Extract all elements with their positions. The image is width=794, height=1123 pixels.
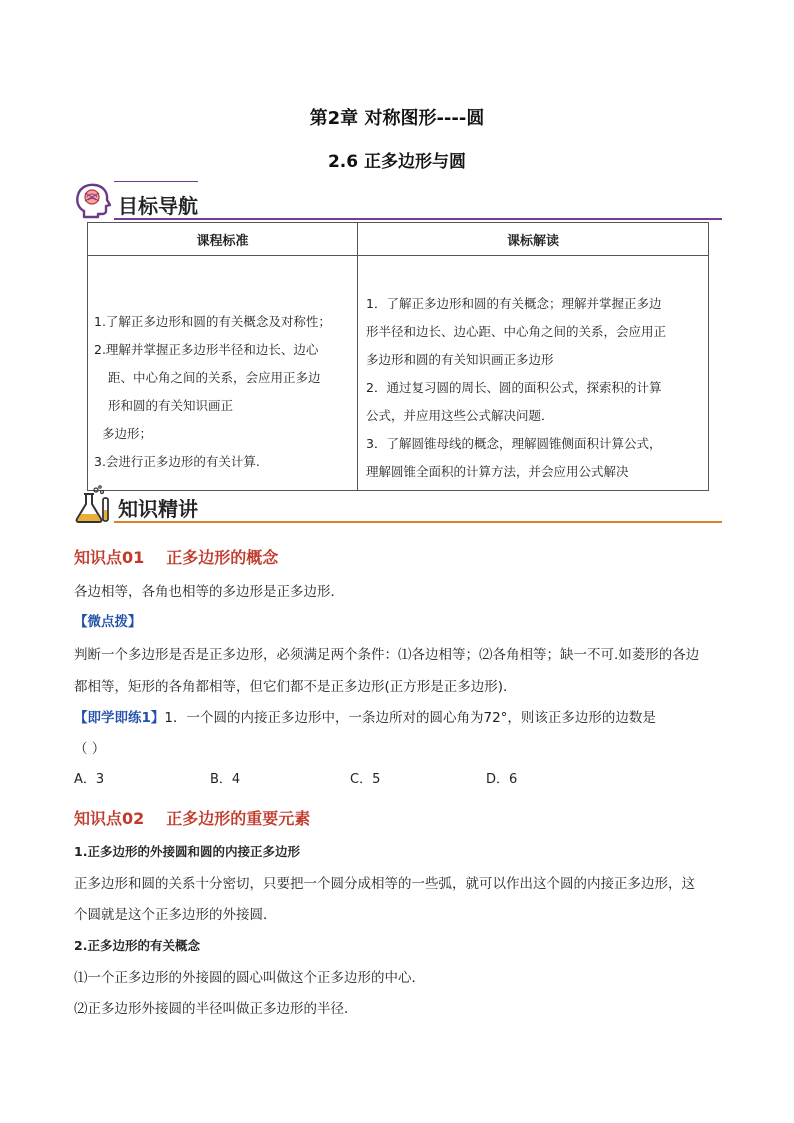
standard-line: 距、中心角之间的关系，会应用正多边 — [108, 370, 321, 385]
kp1-tip-line1: 判断一个多边形是否是正多边形，必须满足两个条件：⑴各边相等；⑵各角相等；缺一不可.如菱形的各边 — [74, 647, 700, 663]
interpretation-line: 形半径和边长、边心距、中心角之间的关系，会应用正 — [366, 324, 667, 339]
brain-head-icon — [72, 181, 112, 221]
interpretation-line: 1．了解正多边形和圆的有关概念；理解并掌握正多边 — [366, 296, 662, 311]
knowledge-banner-rule — [114, 521, 722, 523]
kp2-heading — [74, 806, 310, 829]
knowledge-banner-label: 知识精讲 — [118, 497, 198, 521]
kp1-tip-tag: 【微点拨】 — [74, 614, 142, 630]
table-row — [88, 256, 709, 491]
kp1-definition: 各边相等，各角也相等的多边形是正多边形． — [74, 584, 344, 600]
banner-top-line — [114, 181, 198, 182]
interpretation-line: 3．了解圆锥母线的概念，理解圆锥侧面积计算公式， — [366, 436, 662, 451]
kp2-item2: ⑵正多边形外接圆的半径叫做正多边形的半径． — [74, 1001, 358, 1017]
interpretation-line: 理解圆锥全面积的计算方法，并会应用公式解决 — [366, 464, 629, 479]
kp1-number: 知识点01 — [74, 548, 145, 567]
kp2-number: 知识点02 — [74, 809, 145, 828]
kp2-sub2: 2.正多边形的有关概念 — [74, 938, 200, 953]
kp1-practice — [74, 704, 724, 732]
standard-line: 3.会进行正多边形的有关计算. — [94, 454, 260, 469]
interpretation-line: 公式，并应用这些公式解决问题． — [366, 408, 554, 423]
standard-line: 1.了解正多边形和圆的有关概念及对称性； — [94, 314, 331, 329]
option-b: B．4 — [210, 772, 241, 787]
standard-line: 形和圆的有关知识画正 — [108, 398, 234, 413]
kp1-practice-tag: 【即学即练1】 — [74, 710, 165, 726]
kp2-sub1: 1.正多边形的外接圆和圆的内接正多边形 — [74, 844, 300, 859]
interpretation-line: 多边形和圆的有关知识画正多边形 — [366, 352, 554, 367]
standard-line: 多边形； — [102, 426, 153, 441]
col1-header: 课程标准 — [88, 223, 358, 256]
kp2-p1-line2: 个圆就是这个正多边形的外接圆． — [74, 907, 277, 923]
chapter-title: 第2章 对称图形----圆 — [309, 108, 485, 129]
section-title: 2.6 正多边形与圆 — [327, 152, 467, 172]
goal-banner — [72, 181, 722, 227]
answer-options — [74, 768, 724, 792]
kp1-practice-question: 1．一个圆的内接正多边形中，一条边所对的圆心角为72°，则该正多边形的边数是 — [164, 710, 656, 726]
option-d: D．6 — [486, 772, 518, 787]
knowledge-banner — [72, 484, 722, 530]
option-a: A．3 — [74, 772, 105, 787]
table-header-row — [88, 223, 709, 256]
kp1-heading — [74, 545, 278, 568]
kp2-item1: ⑴一个正多边形的外接圆的圆心叫做这个正多边形的中心． — [74, 970, 425, 986]
kp1-tip-line2: 都相等，矩形的各角都相等，但它们都不是正多边形(正方形是正多边形). — [74, 679, 508, 695]
standard-line: 2.理解并掌握正多边形半径和边长、边心 — [94, 342, 319, 357]
goal-banner-rule — [114, 218, 722, 220]
standards-table — [87, 222, 709, 491]
goal-banner-label: 目标导航 — [118, 194, 198, 218]
col2-header: 课标解读 — [358, 223, 709, 256]
interpretation-cell — [358, 256, 709, 491]
standards-cell — [88, 256, 358, 491]
lab-flask-icon — [72, 484, 112, 524]
kp2-title: 正多边形的重要元素 — [166, 809, 311, 828]
option-c: C．5 — [350, 772, 381, 787]
interpretation-line: 2．通过复习圆的周长、圆的面积公式，探索积的计算 — [366, 380, 662, 395]
kp1-practice-blank: （ ） — [74, 741, 106, 757]
kp2-p1-line1: 正多边形和圆的关系十分密切，只要把一个圆分成相等的一些弧，就可以作出这个圆的内接正多边形，这 — [74, 876, 695, 892]
kp1-title: 正多边形的概念 — [166, 548, 279, 567]
